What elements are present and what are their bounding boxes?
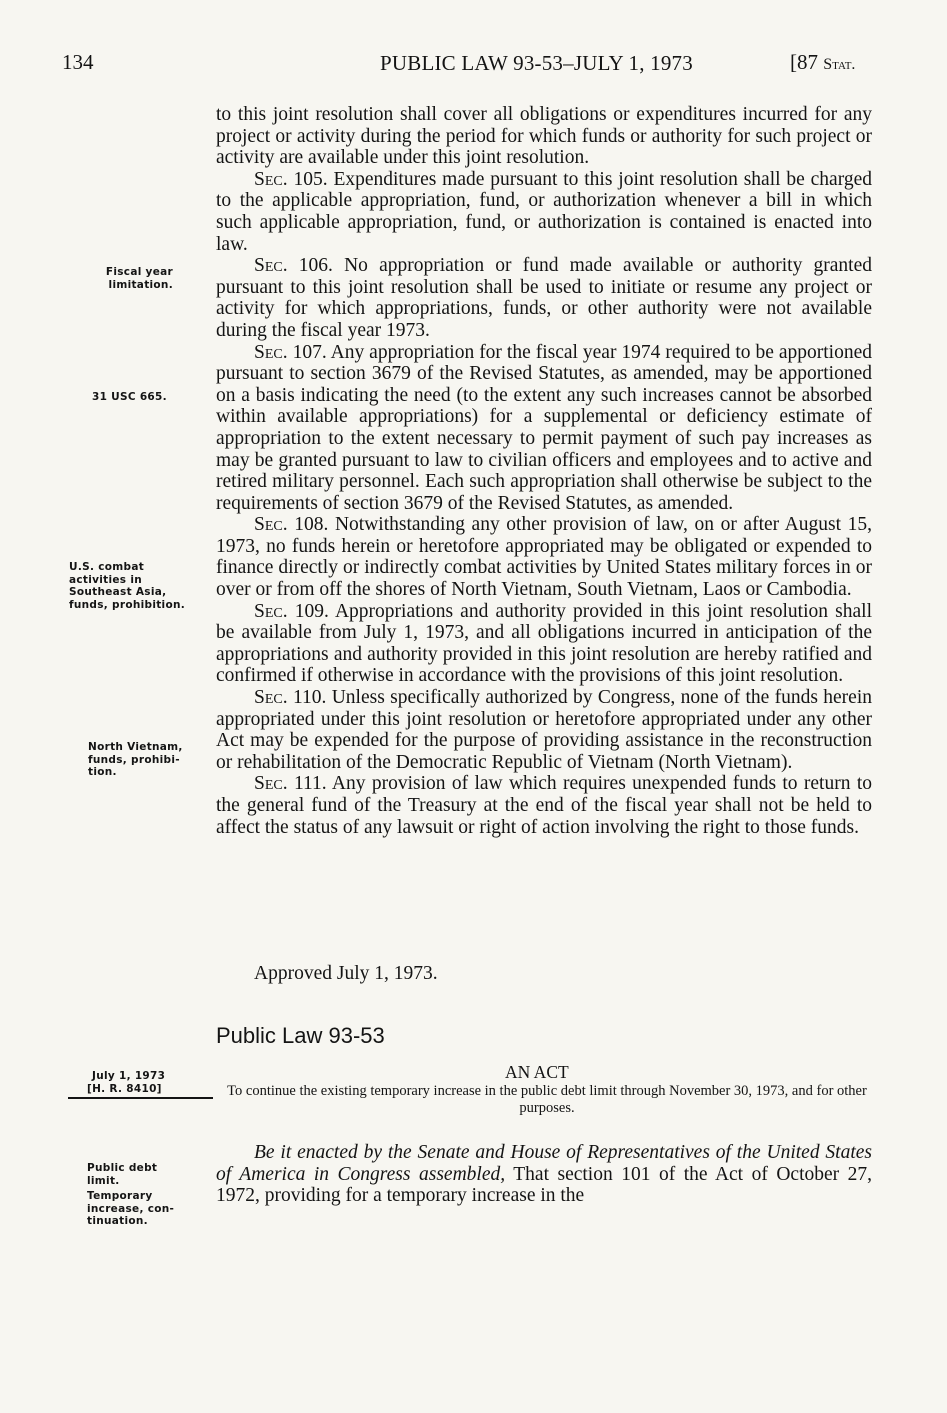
continuation-paragraph: to this joint resolution shall cover all obligations or expenditures incurred for any project or activity during the period for which funds or authority for such project or activity are available under this joint resolution. — [216, 104, 872, 169]
margin-note-north-vietnam — [88, 741, 208, 779]
section-label: Sec. 106. — [254, 255, 333, 277]
margin-note-line: July 1, 1973 — [92, 1070, 166, 1082]
margin-note-line: 31 USC 665. — [92, 391, 167, 403]
page-number: 134 — [62, 50, 94, 74]
margin-note-usc — [92, 391, 212, 404]
main-text — [216, 104, 872, 838]
enacting-paragraph — [216, 1142, 872, 1207]
volume-reference — [790, 50, 855, 75]
section-text: Appropriations and authority provided in this joint resolution shall be available from July 1, 1973, and all obligations incurred in anticipation of the appropriations and authority provided in this joint resolution are hereby ratified and confirmed if otherwise in accordance with the provisions of this joint resolution. — [216, 600, 872, 687]
section-label: Sec. 105. — [254, 168, 328, 190]
public-law-title: Public Law 93-53 — [216, 1023, 385, 1048]
section-106 — [216, 255, 872, 341]
margin-note-bill-date — [92, 1070, 212, 1083]
margin-note-line: U.S. combat — [69, 561, 145, 573]
section-107 — [216, 342, 872, 515]
margin-note-line: Public debt — [87, 1162, 158, 1174]
enacting-clause: Be it enacted by the Senate and House of Representatives of the United States of America in Congress assembled, — [216, 1142, 872, 1185]
section-label: Sec. 107. — [254, 341, 327, 363]
act-summary: To continue the existing temporary increase in the public debt limit through November 30, 1973, and for other purposes. — [227, 1083, 867, 1116]
section-111 — [216, 773, 872, 838]
margin-note-fiscal-year — [53, 266, 173, 291]
section-text: No appropriation or fund made available or authority granted pursuant to this joint resolution shall be used to initiate or resume any project or activity for which appropriations, funds, or other authority were not available during the fiscal year 1973. — [216, 255, 872, 341]
running-title: PUBLIC LAW 93-53–JULY 1, 1973 — [380, 51, 693, 75]
margin-note-combat — [69, 561, 214, 611]
margin-note-line: activities in — [69, 573, 142, 586]
margin-note-line: tion. — [88, 766, 117, 778]
volume-prefix: [87 — [790, 50, 824, 74]
margin-note-line: increase, con- — [87, 1202, 175, 1215]
section-label: Sec. 109. — [254, 600, 329, 622]
enacting-text: That section 101 of the Act of October 27, 1972, providing for a temporary increase in the — [216, 1163, 873, 1207]
section-105 — [216, 169, 872, 255]
section-108 — [216, 514, 872, 600]
margin-note-line: funds, prohibi- — [88, 753, 180, 766]
margin-note-line: funds, prohibition. — [69, 598, 186, 611]
bill-divider-rule — [68, 1097, 213, 1099]
page-header — [0, 50, 947, 90]
section-text: Notwithstanding any other provision of law, on or after August 15, 1973, no funds herein or heretofore appropriated may be obligated or expended to finance directly or indirectly combat activities by United States military forces in or over or from off the shores of North Vietnam, South Vietnam, Laos or Cambodia. — [216, 514, 872, 601]
margin-note-line: Southeast Asia, — [69, 586, 167, 598]
act-label: AN ACT — [505, 1062, 569, 1082]
margin-note-line: limitation. — [108, 278, 173, 291]
section-109 — [216, 601, 872, 687]
margin-note-bill-number — [87, 1083, 207, 1096]
section-text: Any appropriation for the fiscal year 1974 required to be apportioned pursuant to section 3679 of the Revised Statutes, as amended, may be apportioned on a basis indicating the need (to the extent any such increases cannot be absorbed within available appropriations) for a supplemental or deficiency estimate of appropriation to the extent necessary to permit payment of such pay increases as may be granted pursuant to law to civilian officers and employees and to active and retired military personnel. Each such appropriation shall otherwise be subject to the requirements of section 3679 of the Revised Statutes, as amended. — [216, 341, 872, 514]
section-label: Sec. 108. — [254, 514, 329, 536]
section-text: Unless specifically authorized by Congress, none of the funds herein appropriated under this joint resolution or heretofore appropriated under any other Act may be expended for the purpose of providing assistance in the reconstruction or rehabilitation of the Democratic Republic of Vietnam (North Vietnam). — [216, 687, 873, 773]
margin-note-temporary — [87, 1190, 207, 1228]
section-label: Sec. 110. — [254, 687, 327, 709]
margin-note-line: tinuation. — [87, 1215, 148, 1227]
approved-date: Approved July 1, 1973. — [254, 963, 438, 984]
margin-note-line: [H. R. 8410] — [87, 1083, 162, 1095]
margin-note-line: North Vietnam, — [88, 741, 183, 753]
section-text: Expenditures made pursuant to this joint resolution shall be charged to the applicable appropriation, fund, or authorization whenever a bill in which such applicable appropriation, fund, or authorization is contained is enacted into law. — [216, 168, 872, 255]
section-110 — [216, 687, 872, 773]
margin-note-line: Temporary — [87, 1190, 153, 1202]
margin-note-line: limit. — [87, 1174, 120, 1187]
section-text: Any provision of law which requires unexpended funds to return to the general fund of the Treasury at the end of the fiscal year shall not be held to affect the status of any lawsuit or right of action involving the right to those funds. — [216, 773, 872, 838]
margin-note-line: Fiscal year — [105, 266, 173, 278]
margin-note-public-debt — [87, 1162, 207, 1187]
section-label: Sec. 111. — [254, 773, 327, 795]
volume-suffix: Stat. — [823, 56, 856, 73]
